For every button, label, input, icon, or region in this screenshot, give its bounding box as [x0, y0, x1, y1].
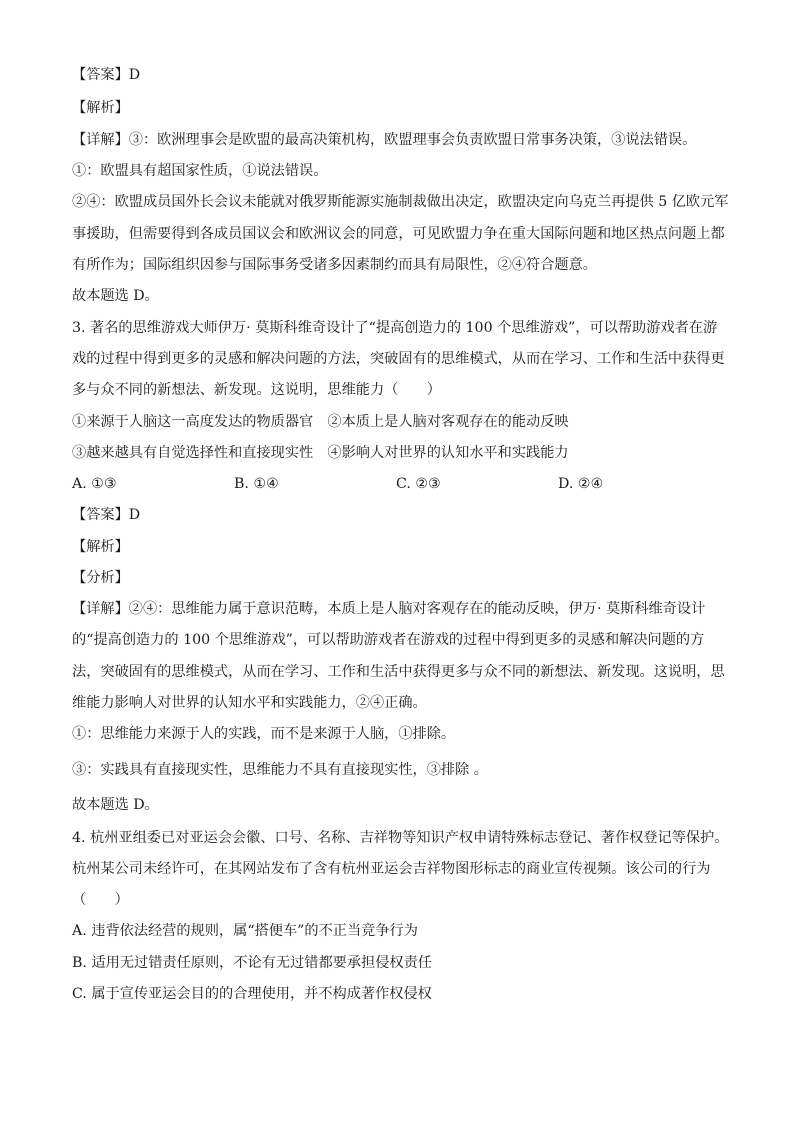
q2-detail-3a: ②④：欧盟成员国外长会议未能就对俄罗斯能源实施制裁做出决定，欧盟决定向乌克兰再提供 5 亿欧元军: [72, 194, 729, 210]
q3-stem-3: 多与众不同的新想法、新发现。这说明，思维能力（ ）: [72, 382, 441, 398]
q3-option-d: D. ②④: [558, 476, 604, 492]
q4-stem-3: （ ）: [72, 892, 129, 908]
q4-option-a: A. 违背依法经营的规则，属“搭便车”的不正当竞争行为: [72, 923, 418, 939]
q2-detail-3c: 有所作为；国际组织因参与国际事务受诸多因素制约而具有局限性，②④符合题意。: [72, 257, 597, 273]
q3-detail-1: 【详解】②④：思维能力属于意识范畴，本质上是人脑对客观存在的能动反映，伊万· 莫斯科维奇设计: [72, 601, 706, 617]
q3-detail-3: 法，突破固有的思维模式，从而在学习、工作和生活中获得更多与众不同的新想法、新发现。这说明，思: [72, 664, 725, 680]
q3-fenxi-label: 【分析】: [72, 570, 129, 586]
q3-item-2: ③越来越具有自觉选择性和直接现实性 ④影响人对世界的认知水平和实践能力: [72, 445, 569, 461]
q3-stem-2: 戏的过程中得到更多的灵感和解决问题的方法，突破固有的思维模式，从而在学习、工作和生活中获得更: [72, 351, 725, 367]
q3-detail-5: ①：思维能力来源于人的实践，而不是来源于人脑，①排除。: [72, 726, 456, 742]
q3-detail-4: 维能力影响人对世界的认知水平和实践能力，②④正确。: [72, 695, 427, 711]
q3-detail-2: 的“提高创造力的 100 个思维游戏”，可以帮助游戏者在游戏的过程中得到更多的灵感和解决问题的方: [72, 632, 705, 648]
q3-conclusion: 故本题选 D。: [72, 797, 159, 813]
q2-detail-3b: 事援助，但需要得到各成员国议会和欧洲议会的同意，可见欧盟力争在重大国际问题和地区热点问题上都: [72, 226, 725, 242]
q4-option-b: B. 适用无过错责任原则，不论有无过错都要承担侵权责任: [72, 955, 432, 971]
q2-answer: 【答案】D: [72, 67, 141, 83]
q2-detail-2: ①：欧盟具有超国家性质，①说法错误。: [72, 163, 328, 179]
q4-stem-2: 杭州某公司未经许可，在其网站发布了含有杭州亚运会吉祥物图形标志的商业宣传视频。该公司的行为: [72, 861, 711, 877]
q3-detail-6: ③：实践具有直接现实性，思维能力不具有直接现实性，③排除 。: [72, 762, 488, 778]
q3-option-b: B. ①④: [234, 476, 279, 492]
q2-detail-1: 【详解】③：欧洲理事会是欧盟的最高决策机构，欧盟理事会负责欧盟日常事务决策，③说法错误。: [72, 132, 697, 148]
q3-analysis-label: 【解析】: [72, 539, 129, 555]
q2-analysis-label: 【解析】: [72, 100, 129, 116]
q3-item-1: ①来源于人脑这一高度发达的物质器官 ②本质上是人脑对客观存在的能动反映: [72, 414, 569, 430]
q3-answer: 【答案】D: [72, 507, 141, 523]
q3-stem-1: 3. 著名的思维游戏大师伊万· 莫斯科维奇设计了“提高创造力的 100 个思维游戏”，可以帮助游戏者在游: [72, 320, 718, 336]
q3-option-a: A. ①③: [72, 476, 117, 492]
q4-option-c: C. 属于宣传亚运会目的的合理使用，并不构成著作权侵权: [72, 986, 432, 1002]
q2-conclusion: 故本题选 D。: [72, 288, 159, 304]
q3-option-c: C. ②③: [396, 476, 441, 492]
q4-stem-1: 4. 杭州亚组委已对亚运会会徽、口号、名称、吉祥物等知识产权申请特殊标志登记、著作权登记等保护。: [72, 830, 729, 846]
